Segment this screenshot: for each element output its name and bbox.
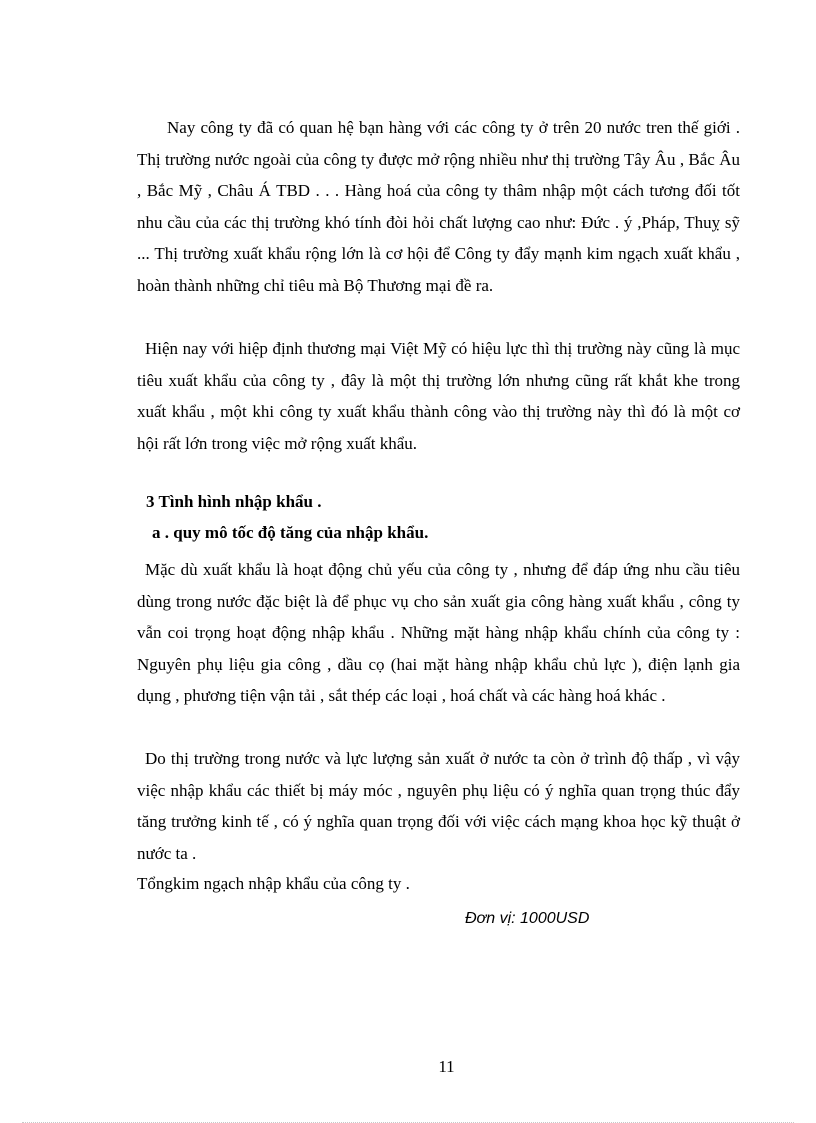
- paragraph-us-trade-agreement: Hiện nay với hiệp định thương mại Việt Mỹ có hiệu lực thì thị trường này cũng là mục tiêu xuất khẩu của công ty , đây là một thị trường lớn nhưng cũng rất khắt khe trong xuất khẩu , một khi công ty xuất khẩu thành công vào thị trường này thì đó là một cơ hội rất lớn trong việc mở rộng xuất khẩu.: [137, 339, 740, 453]
- section-heading-import-situation: 3 Tình hình nhập khẩu .: [146, 492, 322, 511]
- paragraph-import-items: Mặc dù xuất khẩu là hoạt động chủ yếu của công ty , nhưng để đáp ứng nhu cầu tiêu dùng trong nước đặc biệt là để phục vụ cho sản xuất gia công hàng xuất khẩu , công ty vẫn coi trọng hoạt động nhập khẩu . Những mặt hàng nhập khẩu chính của công ty : Nguyên phụ liệu gia công , dầu cọ (hai mặt hàng nhập khẩu chủ lực ), điện lạnh gia dụng , phương tiện vận tải , sắt thép các loại , hoá chất và các hàng hoá khác .: [137, 560, 740, 705]
- paragraph-export-markets: Nay công ty đã có quan hệ bạn hàng với các công ty ở trên 20 nước tren thế giới . Thị trường nước ngoài của công ty được mở rộng nhiều như thị trường Tây Âu , Bắc Âu , Bắc Mỹ , Châu Á TBD . . . Hàng hoá của công ty thâm nhập một cách tương đối tốt nhu cầu của các thị trường khó tính đòi hỏi chất lượng cao như: Đức . ý ,Pháp, Thuỵ sỹ ... Thị trường xuất khẩu rộng lớn là cơ hội để Công ty đẩy mạnh kim ngạch xuất khẩu , hoàn thành những chỉ tiêu mà Bộ Thương mại đề ra.: [137, 118, 740, 295]
- page-number: 11: [438, 1057, 455, 1076]
- unit-label: Đơn vị: 1000USD: [465, 910, 590, 927]
- paragraph-total-import-turnover: Tổngkim ngạch nhập khẩu của công ty .: [137, 874, 410, 893]
- paragraph-import-importance: Do thị trường trong nước và lực lượng sản xuất ở nước ta còn ở trình độ thấp , vì vậy việc nhập khẩu các thiết bị máy móc , nguyên phụ liệu có ý nghĩa quan trọng thúc đẩy tăng trưởng kinh tế , có ý nghĩa quan trọng đối với việc cách mạng khoa học kỹ thuật ở nước ta .: [137, 749, 740, 863]
- subsection-heading-import-growth: a . quy mô tốc độ tăng của nhập khẩu.: [152, 523, 429, 542]
